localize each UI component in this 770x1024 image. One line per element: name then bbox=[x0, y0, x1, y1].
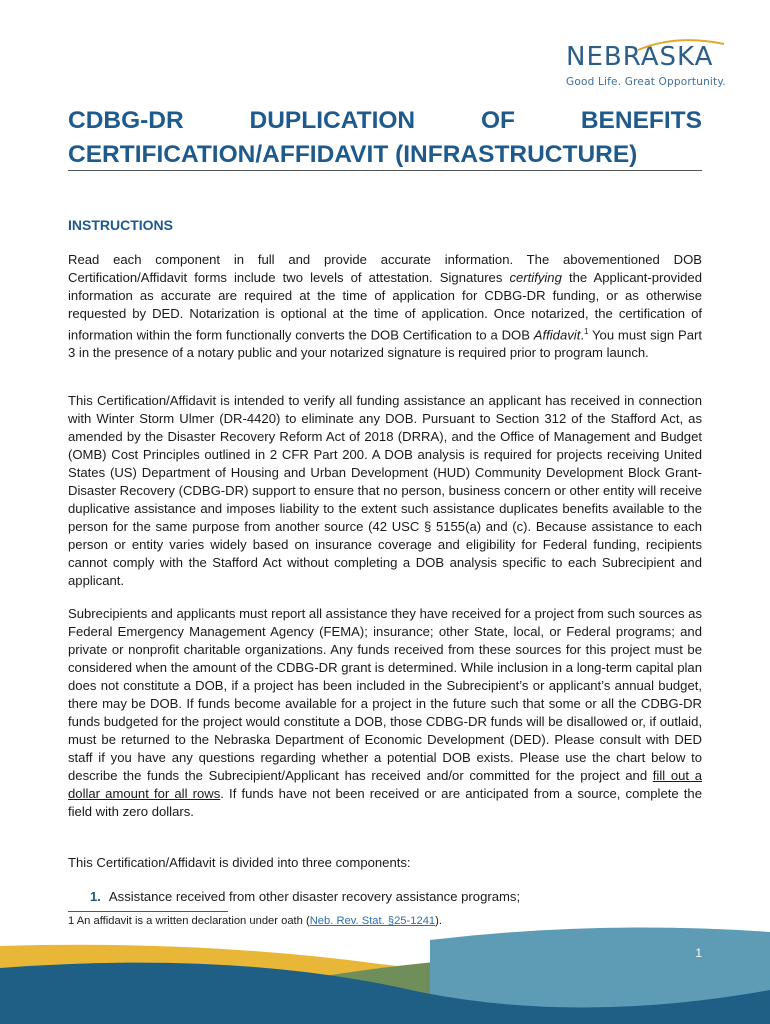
footnote: 1 An affidavit is a written declaration under oath (Neb. Rev. Stat. §25-1241). bbox=[68, 915, 442, 927]
footer-waves-graphic bbox=[0, 910, 770, 1024]
nebraska-logo bbox=[566, 44, 726, 88]
title-line-1 bbox=[68, 104, 702, 138]
logo-wordmark: NEBRASKA bbox=[566, 42, 714, 72]
list-item bbox=[90, 888, 520, 906]
title-word: CDBG-DR bbox=[68, 107, 184, 134]
title-line-2: CERTIFICATION/AFFIDAVIT (INFRASTRUCTURE) bbox=[68, 141, 638, 168]
list-item-text: Assistance received from other disaster recovery assistance programs; bbox=[108, 889, 521, 904]
footnote-ref[interactable]: 1 bbox=[583, 327, 589, 336]
logo-tagline: Good Life. Great Opportunity. bbox=[566, 76, 726, 88]
title-divider bbox=[68, 170, 702, 171]
instructions-paragraph-1: Read each component in full and provide accurate information. The abovementioned DOB Certification/Affidavit forms include two levels of attestation. Signatures certifying the Applicant-provided information as accurate are required at the time of application for CDBG-DR funding, or as otherwise requested by DED. Notarization is optional at the time of application. Once notarized, the certification of information within the form functionally converts the DOB Certification to a DOB Affidavit.$^1$ You must sign Part 3 in the presence of a notary public and your notarized signature is required prior to program launch. bbox=[68, 252, 702, 361]
title-word: OF bbox=[480, 107, 515, 134]
title-word: BENEFITS bbox=[580, 107, 702, 134]
statute-link[interactable]: Neb. Rev. Stat. §25-1241 bbox=[309, 915, 436, 927]
list-number: 1. bbox=[90, 889, 101, 904]
instructions-paragraph-3: Subrecipients and applicants must report all assistance they have received for a project from such sources as Federal Emergency Management Agency (FEMA); insurance; other State, local, or Federal programs; and private or nonprofit charitable organizations. Any funds received from these sources for this project must be considered when the amount of the CDBG-DR grant is determined. While inclusion in a long-term capital plan does not constitute a DOB, if a project has been included in the Subrecipient’s or applicant’s annual budget, there may be DOB. If funds become available for a project in the future such that some or all the CDBG-DR funds budgeted for the project would constitute a DOB, those CDBG-DR funds will be disallowed or, if outlaid, must be returned to the Nebraska Department of Economic Development (DED). Please consult with DED staff if you have any questions regarding whether a potential DOB exists. Please use the chart below to describe the funds the Subrecipient/Applicant has received and/or committed for the project and fill out a dollar amount for all rows. If funds have not been received or are anticipated from a source, complete the field with zero dollars. bbox=[68, 606, 703, 819]
logo-swash-icon bbox=[636, 38, 726, 52]
title-word: DUPLICATION bbox=[249, 107, 416, 134]
page-number: 1 bbox=[695, 946, 702, 960]
page-title bbox=[68, 104, 702, 172]
instructions-paragraph-2: This Certification/Affidavit is intended to verify all funding assistance an applicant has received in connection with Winter Storm Ulmer (DR-4420) to eliminate any DOB. Pursuant to Section 312 of the Stafford Act, as amended by the Disaster Recovery Reform Act of 2018 (DRRA), and the Office of Management and Budget (OMB) Cost Principles outlined in 2 CFR Part 200. A DOB analysis is required for projects receiving United States (US) Department of Housing and Urban Development (HUD) Community Development Block Grant-Disaster Recovery (CDBG-DR) support to ensure that no person, business concern or other entity will receive duplicative assistance and imposes liability to the extent such assistance duplicates benefits available to the person for the same purpose from another source (42 USC § 5155(a) and (c). Because assistance to each person or entity varies widely based on insurance coverage and eligibility for Federal funding, recipients cannot comply with the Stafford Act without completing a DOB analysis specific to each Subrecipient and applicant. bbox=[68, 393, 702, 588]
instructions-paragraph-4: This Certification/Affidavit is divided into three components: bbox=[68, 855, 411, 870]
instructions-heading: INSTRUCTIONS bbox=[68, 217, 173, 233]
